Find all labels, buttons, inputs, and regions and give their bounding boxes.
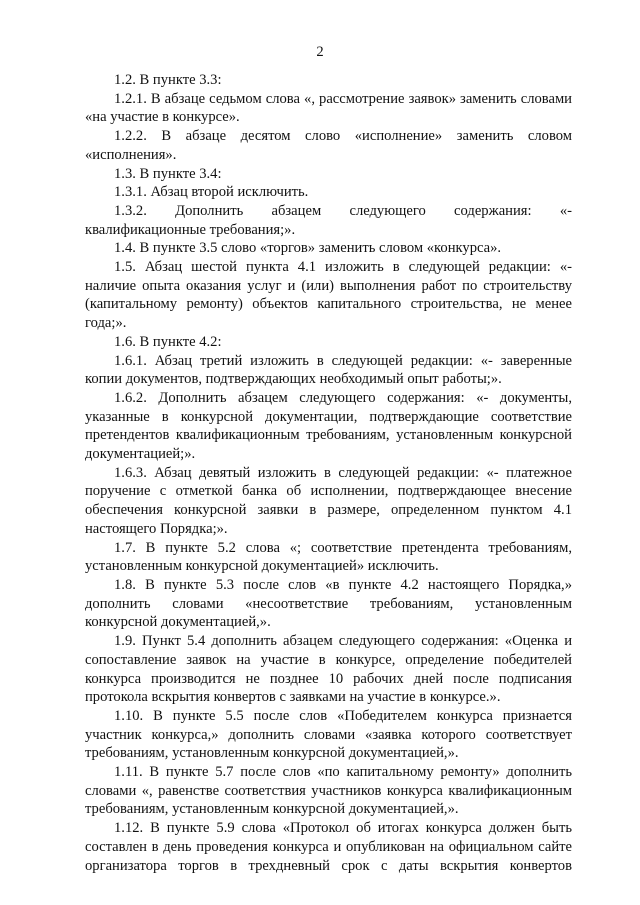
paragraph: 1.6.1. Абзац третий изложить в следующей редакции: «- заверенные копии документов, подтверждающих необходимый опыт работы;». — [85, 352, 572, 388]
document-body — [85, 71, 572, 875]
paragraph: 1.6. В пункте 4.2: — [114, 333, 222, 350]
paragraph: 1.12. В пункте 5.9 слова «Протокол об итогах конкурса должен быть составлен в день проведения конкурса и опубликован на официальном сайте организатора торгов в трехдневный срок с даты вскрытия конвертов — [85, 820, 572, 874]
paragraph: 1.2.1. В абзаце седьмом слова «, рассмотрение заявок» заменить словами «на участие в конкурсе». — [85, 90, 572, 126]
paragraph: 1.7. В пункте 5.2 слова «; соответствие претендента требованиям, установленным конкурсной документацией» исключить. — [85, 539, 572, 575]
paragraph: 1.11. В пункте 5.7 после слов «по капитальному ремонту» дополнить словами «, равенстве соответствия участников конкурса квалификационным требованиям, установленным конкурсной документацией,». — [85, 764, 572, 818]
paragraph: 1.8. В пункте 5.3 после слов «в пункте 4.2 настоящего Порядка,» дополнить словами «несоответствие требованиям, установленным конкурсной документацией,». — [85, 576, 572, 631]
paragraph: 1.4. В пункте 3.5 слово «торгов» заменить словом «конкурса». — [114, 240, 502, 257]
paragraph: 1.2. В пункте 3.3: — [114, 72, 222, 88]
paragraph: 1.3.2. Дополнить абзацем следующего содержания: «- квалификационные требования;». — [85, 202, 572, 238]
paragraph: 1.2.2. В абзаце десятом слово «исполнение» заменить словом «исполнения». — [85, 128, 572, 163]
paragraph: 1.5. Абзац шестой пункта 4.1 изложить в следующей редакции: «- наличие опыта оказания услуг и (или) выполнения работ по строительству (капитальному ремонту) объектов капитального строительства, не менее года;». — [85, 259, 572, 332]
paragraph: 1.3. В пункте 3.4: — [114, 165, 222, 182]
paragraph: 1.10. В пункте 5.5 после слов «Победителем конкурса признается участник конкурса,» дополнить словами «заявка которого соответствует требованиям, установленным конкурсной документацией,». — [85, 707, 572, 762]
paragraph: 1.6.2. Дополнить абзацем следующего содержания: «- документы, указанные в конкурсной документации, подтверждающие соответствие претендентов квалификационным требованиям, установленным конкурсной документацией;». — [85, 389, 572, 463]
paragraph: 1.6.3. Абзац девятый изложить в следующей редакции: «- платежное поручение с отметкой банка об исполнении, подтверждающее внесение обеспечения конкурсной заявки в размере, определенном пунктом 4.1 настоящего Порядка;». — [85, 464, 572, 537]
paragraph: 1.3.1. Абзац второй исключить. — [114, 184, 309, 201]
page-number: 2 — [316, 44, 324, 60]
paragraph: 1.9. Пункт 5.4 дополнить абзацем следующего содержания: «Оценка и сопоставление заявок на участие в конкурсе, определение победителей конкурса производится не позднее 10 рабочих дней после подписания протокола вскрытия конвертов с заявками на участие в конкурсе.». — [85, 633, 572, 706]
